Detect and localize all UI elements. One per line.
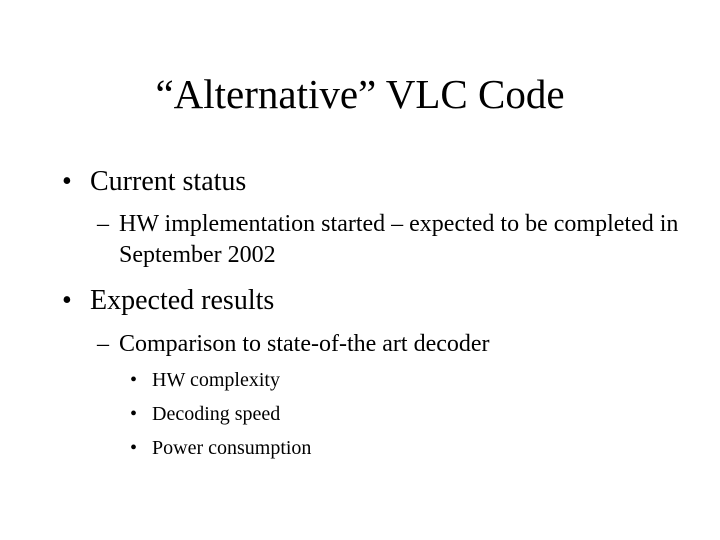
list-item-power-consumption: [130, 435, 312, 461]
dash-marker: –: [97, 331, 109, 357]
list-item-hw-complexity: [130, 367, 280, 393]
bullet-marker: •: [62, 285, 72, 316]
list-item-text: Power consumption: [152, 437, 312, 459]
list-item-decoding-speed: [130, 401, 281, 427]
bullet-marker: •: [130, 437, 138, 459]
bullet-expected-results: [62, 284, 274, 318]
subbullet-hw-implementation: [97, 209, 679, 271]
list-item-text: Decoding speed: [152, 403, 281, 425]
subbullet-text: Comparison to state-of-the art decoder: [119, 331, 490, 357]
bullet-marker: •: [62, 166, 72, 197]
slide-title: “Alternative” VLC Code: [155, 71, 565, 117]
subbullet-text: HW implementation started – expected to be completed in September 2002: [119, 211, 679, 268]
bullet-text: Expected results: [90, 285, 275, 316]
bullet-current-status: [62, 165, 246, 199]
subbullet-comparison: [97, 329, 679, 360]
bullet-marker: •: [130, 403, 138, 425]
dash-marker: –: [97, 211, 109, 237]
bullet-text: Current status: [90, 166, 247, 197]
list-item-text: HW complexity: [152, 369, 280, 391]
bullet-marker: •: [130, 369, 138, 391]
